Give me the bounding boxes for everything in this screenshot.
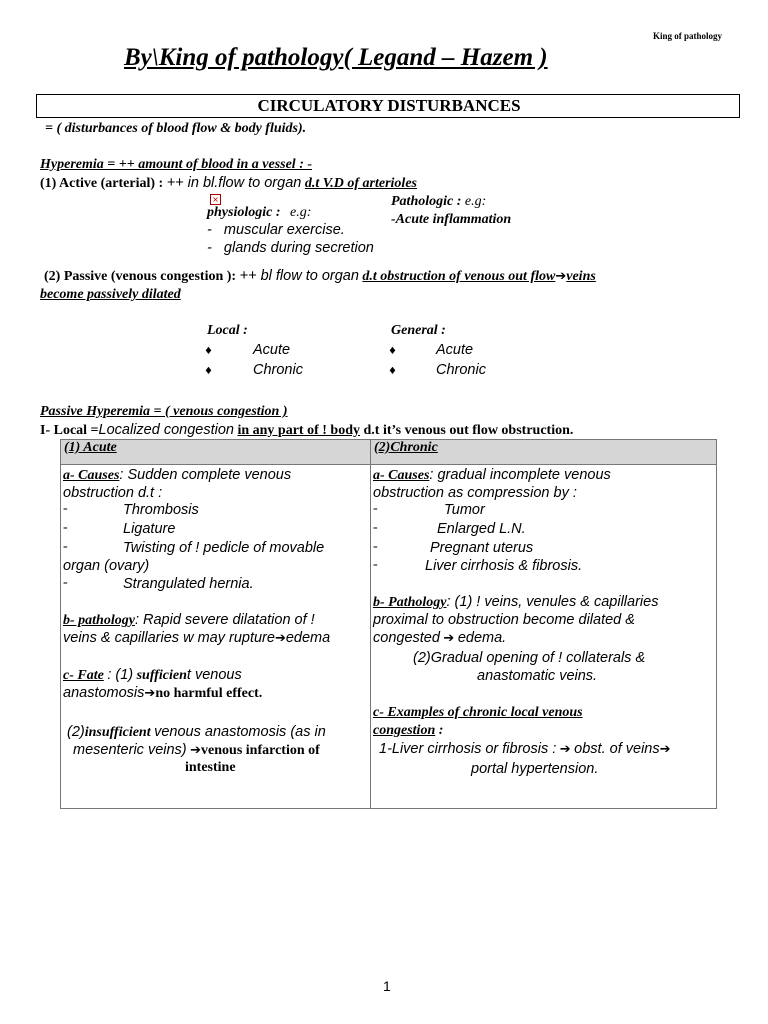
- passive-cause-veins: veins: [566, 269, 596, 284]
- chronic-pathology-line5: anastomatic veins.: [477, 668, 598, 684]
- physiologic-label: physiologic :: [207, 205, 281, 220]
- acute-cause-item: Thrombosis: [123, 502, 199, 518]
- local-label: Local :: [207, 323, 248, 338]
- pathologic-heading: [391, 194, 486, 210]
- arrow-icon: ➔: [144, 686, 156, 701]
- bullet-diamond-icon: ♦: [388, 346, 397, 357]
- chronic-examples-label2: congestion :: [373, 723, 444, 738]
- acute-cause-item: organ (ovary): [63, 558, 150, 574]
- arrow-icon: ➔: [659, 742, 671, 757]
- section-definition: = ( disturbances of blood flow & body fluids).: [45, 121, 307, 136]
- acute-pathology-line: b- pathology: Rapid severe dilatation of !: [63, 612, 315, 628]
- general-label: General :: [391, 323, 446, 338]
- passive-label: (2) Passive (venous congestion ):: [44, 269, 237, 284]
- table-header-acute: (1) Acute: [61, 440, 371, 465]
- chronic-cause-item: Tumor: [444, 502, 485, 518]
- arrow-icon: ➔: [443, 631, 455, 646]
- passive-cause-continued: become passively dilated: [40, 287, 181, 302]
- pathologic-eg: e.g:: [464, 194, 487, 209]
- local-text: Localized congestion: [98, 422, 234, 438]
- acute-fate-line3: (2)insufficient venous anastomosis (as in: [67, 724, 326, 740]
- chronic-causes-line2: obstruction as compression by :: [373, 485, 577, 501]
- acute-cause-item: Twisting of ! pedicle of movable: [123, 540, 325, 556]
- acute-cause-item: Strangulated hernia.: [123, 576, 254, 592]
- chronic-cause-item: Enlarged L.N.: [437, 521, 526, 537]
- broken-image-icon: ×: [210, 194, 221, 205]
- acute-fate-line2: anastomosis➔no harmful effect.: [63, 685, 263, 701]
- passive-hyperemia-title: Passive Hyperemia = ( venous congestion ): [40, 404, 288, 419]
- passive-cause: d.t obstruction of venous out flow: [362, 269, 556, 284]
- physiologic-item: - glands during secretion: [207, 240, 374, 256]
- congestion-table: [60, 439, 717, 809]
- local-item: Acute: [253, 342, 291, 358]
- acute-fate-line: c- Fate : (1) sufficient venous: [63, 667, 242, 683]
- pathologic-item: -Acute inflammation: [391, 212, 512, 227]
- arrow-icon: ➔: [190, 743, 202, 758]
- passive-text: ++ bl flow to organ: [239, 268, 359, 284]
- table-header-chronic: (2)Chronic: [371, 440, 717, 465]
- chronic-pathology-line4: (2)Gradual opening of ! collaterals &: [413, 650, 646, 666]
- physiologic-heading: [207, 205, 311, 221]
- active-cause: d.t V.D of arterioles: [304, 176, 417, 191]
- pathologic-label: Pathologic :: [391, 194, 462, 209]
- page-number: 1: [383, 978, 391, 994]
- chronic-pathology-line3: congested ➔ edema.: [373, 630, 507, 646]
- chronic-cause-item: Pregnant uterus: [430, 540, 534, 556]
- acute-fate-line5: intestine: [185, 760, 236, 775]
- local-prefix: I- Local =: [40, 423, 99, 438]
- page-title: By\King of pathology( Legand – Hazem ): [124, 44, 548, 71]
- bullet-diamond-icon: ♦: [204, 366, 213, 377]
- arrow-icon: ➔: [555, 269, 567, 284]
- local-cause: d.t it’s venous out flow obstruction.: [363, 423, 574, 438]
- general-item: Acute: [436, 342, 474, 358]
- corner-header: King of pathology: [653, 31, 723, 41]
- passive-hyperemia-line: [44, 268, 596, 285]
- acute-pathology-line2: veins & capillaries w may rupture➔edema: [63, 630, 331, 646]
- acute-fate-line4: mesenteric veins) ➔venous infarction of: [73, 742, 320, 758]
- arrow-icon: ➔: [559, 742, 571, 757]
- active-text: ++ in bl.flow to organ: [166, 175, 302, 191]
- chronic-causes-line: a- Causes: gradual incomplete venous: [373, 467, 611, 483]
- chronic-cause-item: Liver cirrhosis & fibrosis.: [425, 558, 583, 574]
- local-part: in any part of ! body: [237, 423, 360, 438]
- chronic-cell: a- Causes: gradual incomplete venous obstruction as compression by : - Tumor - Enlarged L.N. - Pregnant uterus - Liver cirrhosis & fibrosis. b- Pathology: (1) ! veins, venules & capillaries proximal to obstruction become dilated & congested ➔ edema. (2)Gradual opening of ! collaterals & anastomatic veins. c- Examples of chronic local venous congestion : 1-Liver cirrhosis or fibrosis : ➔ obst. of veins➔ portal hypertension.: [371, 465, 717, 809]
- local-item: Chronic: [253, 362, 303, 378]
- acute-cell: a- Causes: Sudden complete venous obstruction d.t : - Thrombosis - Ligature - Twisting of ! pedicle of movable organ (ovary) - Strangulated hernia. b- pathology: Rapid severe dilatation of ! veins & capillaries w may rupture➔edema c- Fate : (1) sufficient venous anastomosis➔no harmful effect. (2)insufficient venous anastomosis (as in mesenteric veins) ➔venous infarction of intestine: [61, 465, 371, 809]
- acute-causes-line2: obstruction d.t :: [63, 485, 163, 501]
- physiologic-eg: e.g:: [290, 205, 312, 220]
- local-congestion-line: [40, 422, 573, 439]
- acute-causes-line: a- Causes: Sudden complete venous: [63, 467, 292, 483]
- bullet-diamond-icon: ♦: [204, 346, 213, 357]
- chronic-pathology-line: b- Pathology: (1) ! veins, venules & capillaries: [373, 594, 659, 610]
- chronic-pathology-line2: proximal to obstruction become dilated &: [373, 612, 635, 628]
- chronic-examples-label: c- Examples of chronic local venous: [373, 705, 583, 720]
- arrow-icon: ➔: [274, 631, 286, 646]
- bullet-diamond-icon: ♦: [388, 366, 397, 377]
- acute-cause-item: Ligature: [123, 521, 176, 537]
- section-title-box: [36, 94, 740, 118]
- chronic-example-line2: portal hypertension.: [471, 761, 599, 777]
- physiologic-item: - muscular exercise.: [207, 222, 345, 238]
- hyperemia-definition: Hyperemia = ++ amount of blood in a vessel : -: [40, 157, 313, 172]
- section-title: CIRCULATORY DISTURBANCES: [257, 96, 521, 115]
- active-hyperemia-line: [40, 175, 417, 192]
- active-label: (1) Active (arterial) :: [40, 176, 164, 191]
- general-item: Chronic: [436, 362, 486, 378]
- chronic-example-line1: 1-Liver cirrhosis or fibrosis : ➔ obst. of veins➔: [379, 741, 671, 757]
